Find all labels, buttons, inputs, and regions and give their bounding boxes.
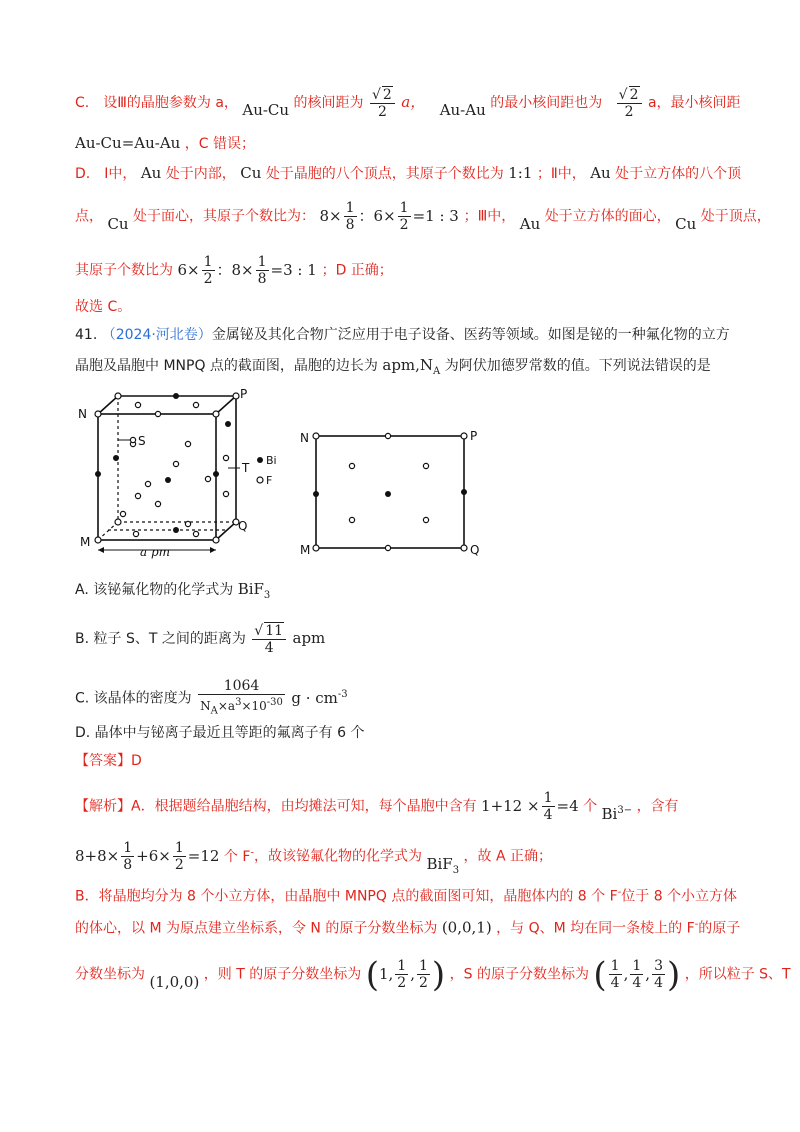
text: 的最小核间距也为 — [490, 95, 603, 111]
text: ，C 错误； — [184, 136, 256, 152]
numerator: 1 — [174, 840, 184, 856]
denominator: 2 — [397, 975, 407, 991]
text: 的原子 — [698, 920, 741, 937]
equation-8x1-8 — [319, 200, 464, 233]
text: 1, — [378, 964, 394, 983]
sqrt-arg: 2 — [382, 87, 392, 103]
text: B．将晶胞均分为 8 个小立方体，由晶胞中 MNPQ 点的截面图可知，晶胞体内的 8 个 F — [75, 888, 618, 905]
numerator: 1 — [397, 958, 407, 974]
text: 处于顶点， — [700, 208, 771, 225]
text: ，则 T 的原子分数坐标为 — [203, 966, 362, 983]
numerator: 1 — [345, 200, 355, 216]
text: ，含有 — [636, 798, 679, 815]
subscript: 3 — [263, 590, 271, 601]
numerator: 1064 — [198, 678, 285, 695]
text: BiF — [426, 854, 453, 873]
formula-apm-na — [382, 356, 441, 377]
text: ；Ⅲ中， — [463, 208, 516, 225]
text: 8+8× — [75, 846, 120, 865]
superscript: - — [694, 919, 699, 930]
analysis-line1 — [75, 790, 679, 823]
fraction-density — [198, 678, 285, 719]
prev-option-c-line1 — [75, 86, 741, 120]
text: =4 — [556, 796, 579, 815]
label-p: P — [470, 429, 478, 443]
text: 金属铋及其化合物广泛应用于电子设备、医药等领域。如图是铋的一种氟化物的立方 — [211, 327, 730, 343]
text: ；D 正确； — [321, 262, 393, 279]
text: g · cm — [291, 688, 338, 707]
label-n: N — [78, 407, 87, 421]
text — [223, 846, 254, 865]
legend-bi: Bi — [266, 454, 277, 467]
answer — [75, 750, 142, 772]
label-n: N — [300, 431, 309, 445]
text: A．根据题给晶胞结构，由均摊法可知，每个晶胞中含有 — [131, 798, 477, 815]
text: 的核间距为 — [293, 95, 364, 111]
denominator: 4 — [543, 807, 553, 823]
superscript: - — [250, 846, 254, 858]
question-41-line1 — [75, 324, 730, 346]
superscript: 3− — [617, 804, 633, 816]
text: Bi — [601, 804, 618, 823]
coordinate-s: ( $\frac{1}{4}$ , $\frac{1}{4}$ , $\frac{3}{4}$ ) — [593, 954, 681, 995]
fraction-sqrt2-over-2: $\frac{√ 2}{2}$ — [617, 86, 642, 120]
text: 个 — [583, 798, 598, 815]
question-source: （2024·河北卷） — [101, 327, 212, 343]
text: A. 该铋氟化物的化学式为 — [75, 582, 234, 598]
label-m: M — [80, 535, 91, 549]
text: a，最小核间距 — [647, 95, 741, 111]
denominator: 2 — [174, 857, 184, 873]
numerator: 1 — [203, 254, 213, 270]
text: =3 : 1 — [270, 260, 317, 279]
formula-au-au: Au-Au — [439, 101, 486, 119]
denominator: 4 — [632, 975, 642, 991]
label-p: P — [240, 387, 248, 401]
symbol-cu: Cu — [107, 214, 129, 233]
denominator: 2 — [399, 217, 409, 233]
equation-6x1-2 — [177, 254, 321, 287]
unit: apm — [292, 629, 326, 647]
text: 其原子个数比为 — [75, 262, 173, 279]
numerator: 1 — [543, 790, 553, 806]
answer-value: D — [131, 753, 142, 769]
text: 处于内部， — [165, 166, 236, 182]
equation-f-count — [75, 840, 220, 873]
superscript: - — [617, 887, 622, 898]
coordinate-t: (1, $\frac{1}{2}$ , $\frac{1}{2}$ ) — [365, 954, 446, 995]
ratio: 1:1 — [508, 164, 533, 182]
text: =12 — [187, 846, 220, 865]
legend-f: F — [266, 474, 273, 487]
text: ；Ⅱ中， — [536, 166, 586, 182]
numerator: 1 — [632, 958, 642, 974]
coordinate-f: (1,0,0) — [149, 972, 200, 991]
equation-bi-count — [481, 790, 579, 823]
numerator: 1 — [399, 200, 409, 216]
text: ，故该铋氟化物的化学式为 — [254, 848, 422, 865]
denominator: 8 — [257, 271, 267, 287]
unit — [291, 689, 347, 707]
text: 8× — [319, 206, 342, 225]
legend-bi-marker — [257, 457, 263, 463]
text: 位于 8 个小立方体 — [621, 888, 738, 905]
text: 为阿伏加德罗常数的值。下列说法错误的是 — [444, 358, 711, 374]
symbol-au: Au — [140, 164, 162, 182]
option-c — [75, 678, 348, 719]
numerator: 1 — [418, 958, 428, 974]
text: 处于立方体的八个顶 — [615, 166, 742, 182]
cross-section-diagram — [300, 424, 500, 564]
text: ×10 — [241, 699, 267, 713]
denominator: 2 — [377, 104, 387, 120]
text: ，故 A 正确； — [463, 848, 552, 865]
denominator: 2 — [418, 975, 428, 991]
superscript: -30 — [266, 697, 283, 708]
label-t: T — [242, 461, 250, 475]
fraction-sqrt11-over-4: $\frac{√ 11}{4}$ — [252, 622, 286, 656]
text: ：8× — [216, 260, 254, 279]
text: ×a — [217, 699, 236, 713]
subscript: A — [210, 705, 218, 717]
text: 处于立方体的面心， — [544, 208, 671, 225]
numerator: 1 — [257, 254, 267, 270]
analysis-line2 — [75, 840, 552, 874]
denominator: 4 — [654, 975, 663, 991]
fraction-sqrt2-over-2: $\frac{√ 2}{2}$ — [370, 86, 395, 120]
formula-equality: Au-Cu=Au-Au — [75, 134, 181, 152]
text: BiF — [237, 580, 264, 598]
denominator: 2 — [624, 104, 634, 120]
text: 的体心，以 M 为原点建立坐标系，令 N 的原子分数坐标为 — [75, 920, 438, 937]
denominator: 4 — [610, 975, 620, 991]
analysis-line5 — [75, 954, 791, 995]
numerator: 1 — [610, 958, 620, 974]
ion-bi — [602, 805, 633, 823]
text: 分数坐标为 — [75, 966, 145, 983]
prev-option-d-line2 — [75, 200, 771, 233]
text: D. Ⅰ中， — [75, 166, 137, 182]
analysis-label: 【解析】 — [75, 798, 131, 815]
text: ，所以粒子 S、T — [684, 966, 791, 983]
symbol-cu: Cu — [240, 164, 262, 182]
text: apm,N — [382, 356, 434, 374]
formula-au-cu: Au-Cu — [242, 101, 290, 119]
text: 1+12 × — [481, 796, 540, 815]
label-s: S — [138, 434, 146, 448]
text: 处于面心，其原子个数比为： — [133, 208, 316, 225]
denominator: 8 — [345, 217, 355, 233]
numerator: 1 — [123, 840, 133, 856]
answer-label: 【答案】 — [75, 753, 131, 769]
subscript: 3 — [452, 864, 460, 876]
text: 处于晶胞的八个顶点，其原子个数比为 — [265, 166, 504, 182]
text: C. 设Ⅲ的晶胞参数为 a， — [75, 95, 238, 111]
prev-option-d-line3 — [75, 254, 393, 287]
question-number: 41. — [75, 327, 98, 343]
text: ，与 Q、M 均在同一条棱上的 F — [496, 920, 695, 937]
formula-bif3 — [426, 854, 460, 876]
option-d: D. 晶体中与铋离子最近且等距的氟离子有 6 个 — [75, 725, 365, 741]
subscript: A — [433, 366, 441, 377]
coordinate-n: (0,0,1) — [441, 918, 492, 937]
option-b — [75, 622, 325, 656]
denominator: 8 — [123, 857, 133, 873]
text: 晶胞及晶胞中 MNPQ 点的截面图，晶胞的边长为 — [75, 358, 378, 374]
formula-bif3 — [237, 580, 271, 601]
text: 点， — [75, 208, 103, 225]
label-q: Q — [238, 519, 248, 533]
analysis-line4 — [75, 914, 740, 940]
sqrt-arg: 11 — [265, 623, 284, 639]
superscript: -3 — [337, 688, 348, 700]
text: a， — [401, 93, 426, 111]
symbol-au: Au — [590, 164, 611, 182]
text: N — [200, 699, 211, 713]
edge-length-label: a pm — [140, 545, 171, 559]
text: B. 粒子 S、T 之间的距离为 — [75, 631, 246, 647]
conclusion: 故选 C。 — [75, 299, 132, 315]
prev-option-d-line1 — [75, 162, 741, 185]
superscript: 3 — [235, 697, 242, 708]
analysis-line3 — [75, 882, 737, 908]
text: C. 该晶体的密度为 — [75, 690, 192, 707]
legend-f-marker — [257, 477, 263, 483]
text: 个 F — [223, 848, 251, 865]
symbol-cu: Cu — [675, 214, 697, 233]
denominator: 4 — [264, 640, 274, 656]
text: ：6× — [358, 206, 396, 225]
text: 6× — [177, 260, 200, 279]
numerator: 3 — [654, 958, 663, 974]
label-m: M — [300, 543, 311, 557]
option-a — [75, 578, 270, 607]
symbol-au: Au — [519, 214, 541, 233]
label-q: Q — [470, 543, 480, 557]
sqrt-arg: 2 — [629, 87, 639, 103]
text: =1 : 3 — [412, 206, 459, 225]
unit-cell-diagram — [78, 384, 298, 564]
denominator: 2 — [203, 271, 213, 287]
prev-option-c-line2 — [75, 132, 255, 155]
text: ，S 的原子分数坐标为 — [449, 966, 589, 983]
text: +6× — [136, 846, 171, 865]
question-41-line2 — [75, 354, 711, 383]
